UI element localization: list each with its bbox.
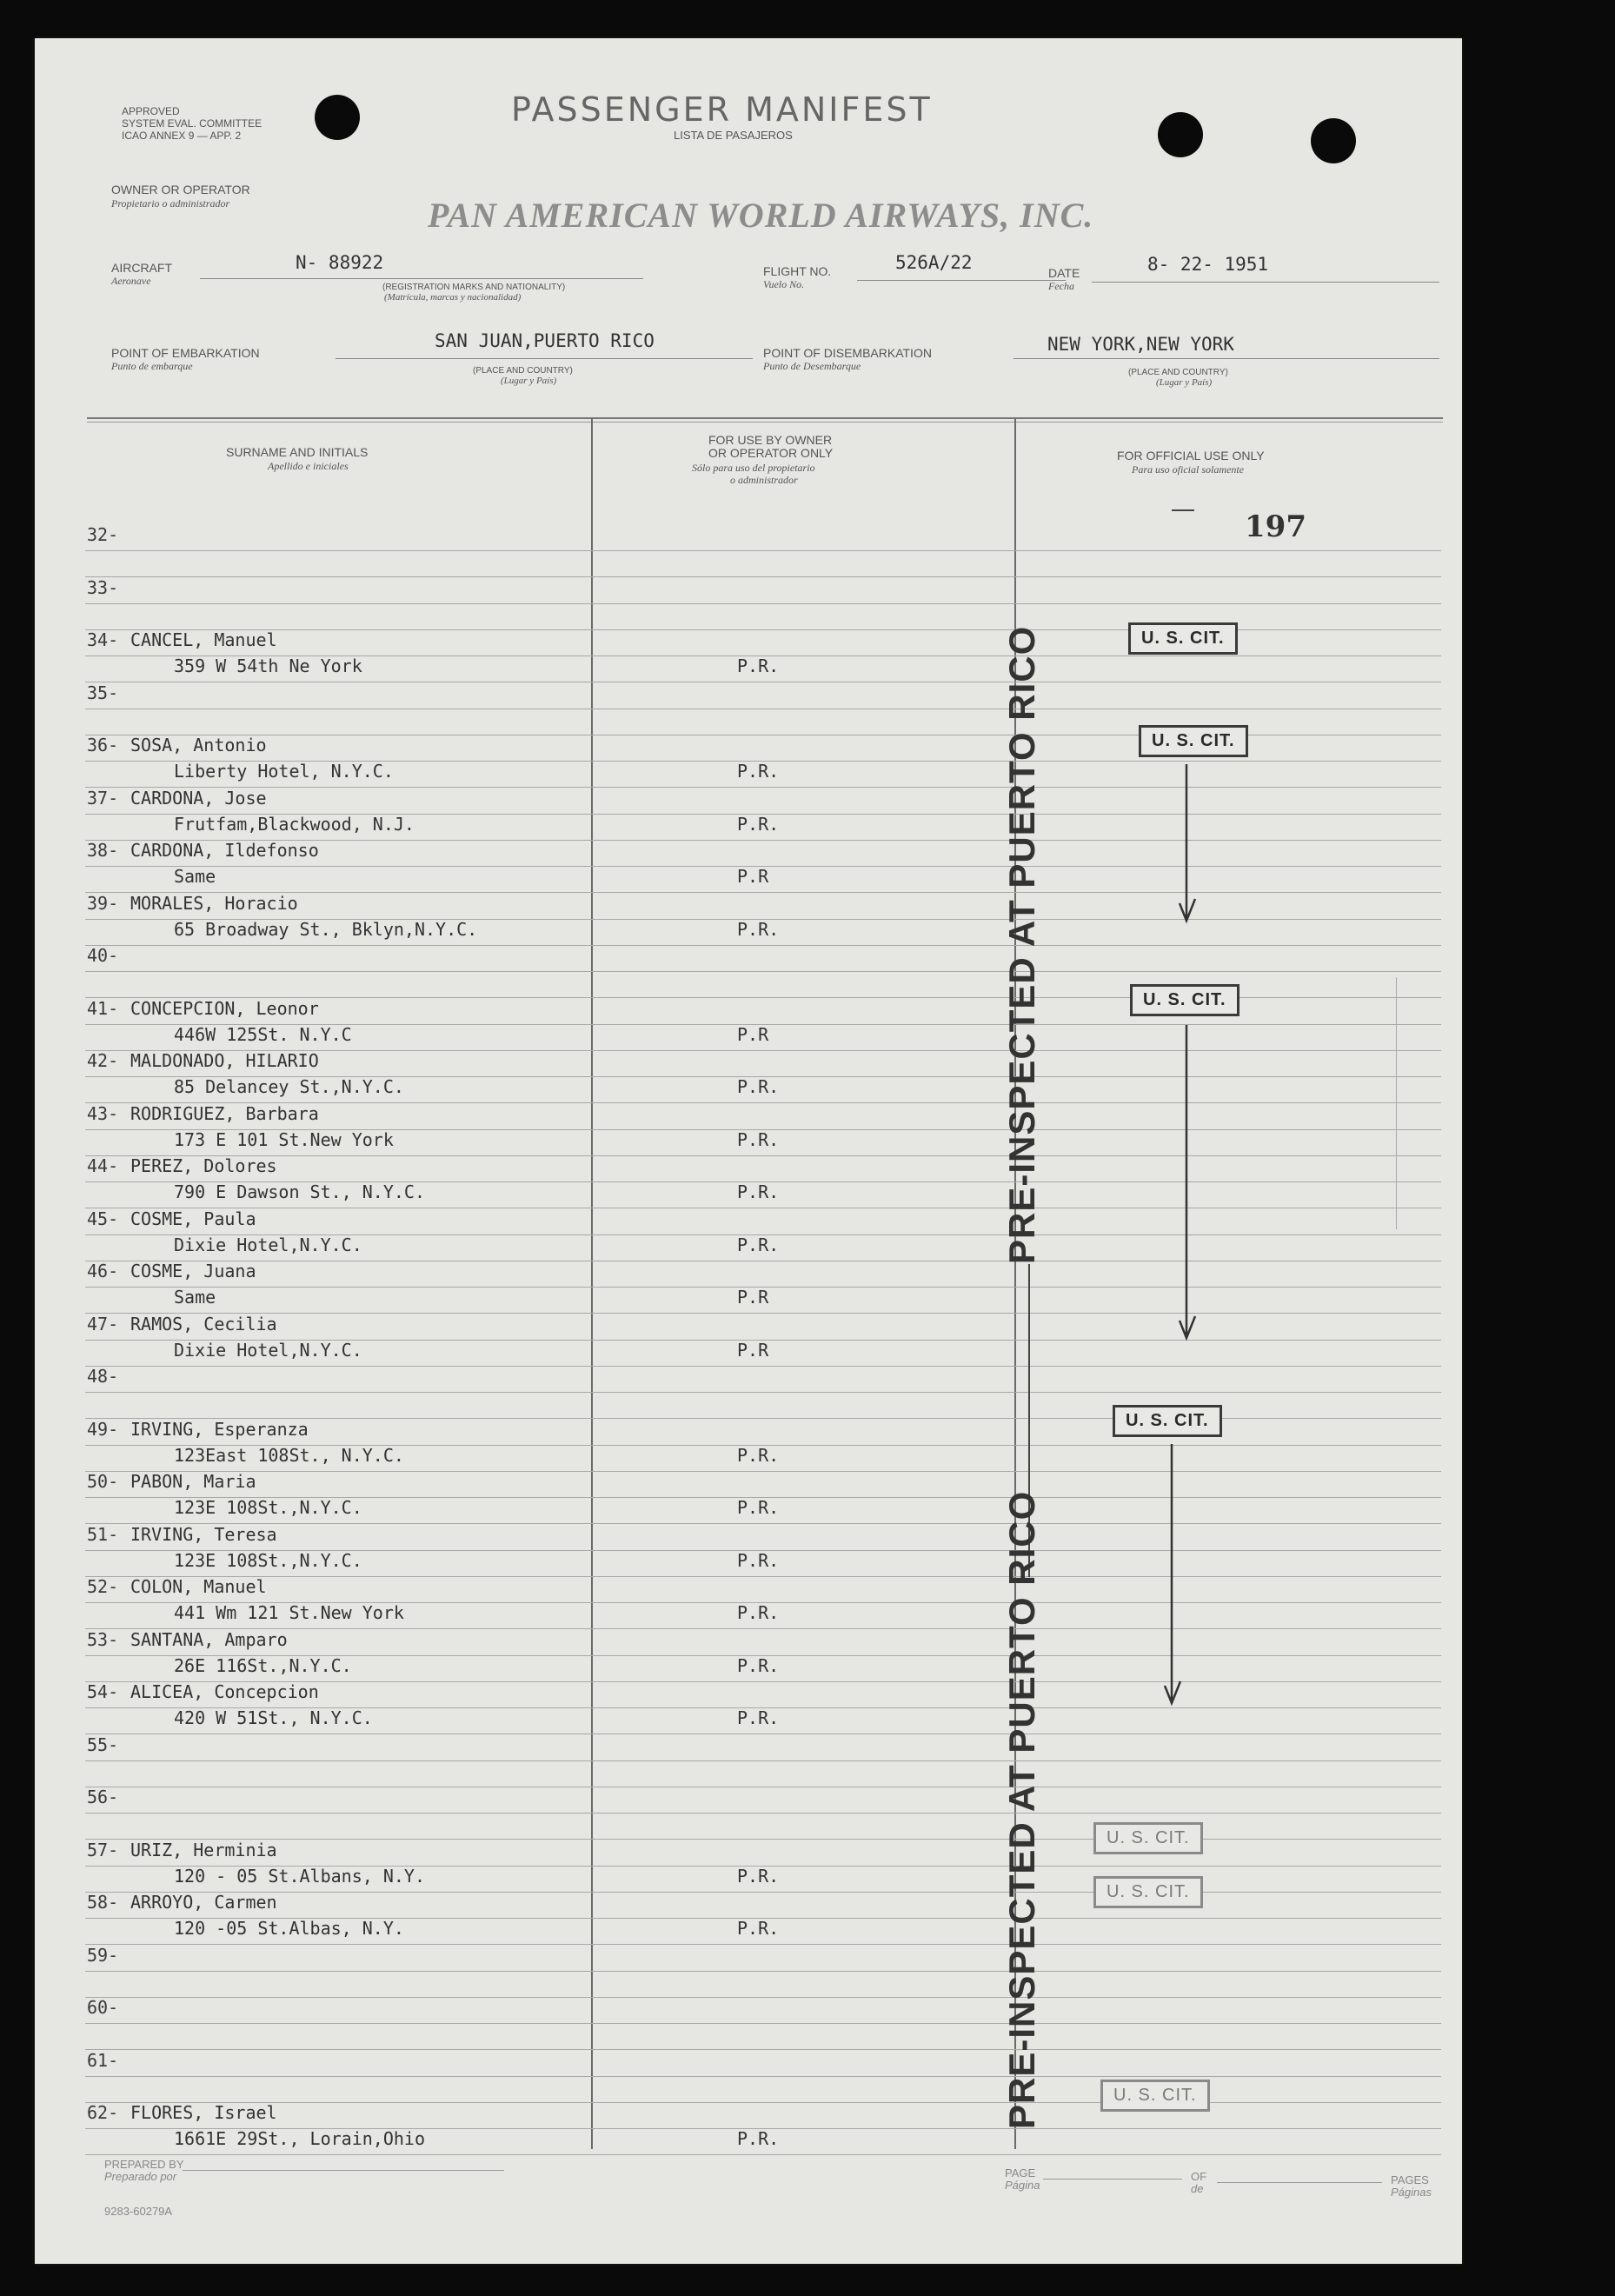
table-row bbox=[35, 577, 1462, 629]
passenger-address: 123East 108St., N.Y.C. bbox=[174, 1444, 404, 1466]
table-row bbox=[35, 1471, 1462, 1523]
owner-use-entry: P.R. bbox=[737, 1076, 780, 1097]
table-row bbox=[35, 2102, 1462, 2154]
column-header-official: FOR OFFICIAL USE ONLY bbox=[1117, 449, 1265, 463]
passenger-name: PEREZ, Dolores bbox=[130, 1155, 277, 1176]
owner-label: OWNER OR OPERATOR bbox=[111, 183, 250, 196]
prepared-by-label: PREPARED BY bbox=[104, 2158, 184, 2171]
row-number: 55- bbox=[87, 1734, 119, 1755]
us-citizen-stamp: U. S. CIT. bbox=[1100, 2080, 1210, 2112]
owner-use-entry: P.R. bbox=[737, 1549, 780, 1571]
punch-hole bbox=[1311, 118, 1356, 163]
column-header-owner-use-1: FOR USE BY OWNER bbox=[708, 433, 833, 447]
owner-label-es: Propietario o administrador bbox=[111, 197, 230, 210]
row-number: 50- bbox=[87, 1471, 119, 1492]
passenger-name: COSME, Paula bbox=[130, 1208, 256, 1229]
table-row bbox=[35, 1787, 1462, 1839]
row-number: 59- bbox=[87, 1944, 119, 1966]
row-number: 36- bbox=[87, 735, 119, 755]
row-number: 42- bbox=[87, 1050, 119, 1071]
us-citizen-stamp: U. S. CIT. bbox=[1113, 1405, 1222, 1437]
owner-use-entry: P.R bbox=[737, 1339, 769, 1361]
owner-use-entry: P.R. bbox=[737, 1444, 780, 1466]
aircraft-label: AIRCRAFT bbox=[111, 261, 172, 275]
passenger-name: IRVING, Esperanza bbox=[130, 1418, 309, 1440]
row-number: 34- bbox=[87, 629, 119, 650]
table-row bbox=[35, 1103, 1462, 1155]
row-number: 52- bbox=[87, 1576, 119, 1597]
table-row bbox=[35, 682, 1462, 735]
passenger-name: COLON, Manuel bbox=[130, 1576, 267, 1597]
flight-label: FLIGHT NO. bbox=[763, 264, 832, 278]
disembark-place-caption: (PLACE AND COUNTRY) bbox=[1128, 368, 1228, 377]
passenger-address: 65 Broadway St., Bklyn,N.Y.C. bbox=[174, 918, 478, 940]
table-row bbox=[35, 735, 1462, 787]
row-number: 32- bbox=[87, 524, 119, 545]
us-citizen-stamp: U. S. CIT. bbox=[1139, 725, 1248, 757]
row-number: 35- bbox=[87, 682, 119, 703]
passenger-address: 446W 125St. N.Y.C bbox=[174, 1023, 352, 1045]
passenger-address: 26E 116St.,N.Y.C. bbox=[174, 1654, 352, 1676]
row-number: 51- bbox=[87, 1523, 119, 1545]
table-row bbox=[35, 1524, 1462, 1576]
column-header-names: SURNAME AND INITIALS bbox=[226, 445, 369, 459]
disembarkation-label: POINT OF DISEMBARKATION bbox=[763, 346, 932, 360]
of-label-es: de bbox=[1191, 2182, 1204, 2195]
table-row bbox=[35, 1261, 1462, 1313]
table-row bbox=[35, 1892, 1462, 1944]
date-label: DATE bbox=[1048, 266, 1080, 280]
form-subtitle: LISTA DE PASAJEROS bbox=[674, 129, 793, 142]
row-number: 56- bbox=[87, 1787, 119, 1807]
passenger-name: ALICEA, Concepcion bbox=[130, 1681, 319, 1702]
row-number: 41- bbox=[87, 997, 119, 1019]
passenger-name: IRVING, Teresa bbox=[130, 1523, 277, 1545]
row-number: 53- bbox=[87, 1628, 119, 1650]
approval-line-1: APPROVED bbox=[122, 105, 180, 117]
table-row bbox=[35, 1314, 1462, 1366]
passenger-name: FLORES, Israel bbox=[130, 2102, 277, 2123]
punch-hole bbox=[1158, 112, 1203, 157]
table-row bbox=[35, 1629, 1462, 1681]
aircraft-value: N- 88922 bbox=[296, 252, 384, 273]
owner-use-entry: P.R. bbox=[737, 1654, 780, 1676]
column-header-owner-use-es-1: Sólo para uso del propietario bbox=[692, 462, 815, 474]
passenger-name: CARDONA, Ildefonso bbox=[130, 840, 319, 861]
table-row bbox=[35, 893, 1462, 945]
table-row bbox=[35, 1681, 1462, 1734]
passenger-name: CARDONA, Jose bbox=[130, 787, 267, 809]
form-title: PASSENGER MANIFEST bbox=[511, 90, 933, 129]
owner-use-entry: P.R bbox=[737, 866, 769, 887]
row-number: 46- bbox=[87, 1261, 119, 1281]
passenger-name: CONCEPCION, Leonor bbox=[130, 997, 319, 1019]
column-header-owner-use-2: OR OPERATOR ONLY bbox=[708, 446, 834, 460]
us-citizen-stamp: U. S. CIT. bbox=[1128, 622, 1238, 655]
us-citizen-stamp: U. S. CIT. bbox=[1093, 1876, 1203, 1908]
passenger-address: Dixie Hotel,N.Y.C. bbox=[174, 1339, 362, 1361]
owner-use-entry: P.R. bbox=[737, 1602, 780, 1623]
embark-place-caption: (PLACE AND COUNTRY) bbox=[473, 366, 573, 376]
row-number: 39- bbox=[87, 892, 119, 914]
table-row bbox=[35, 1734, 1462, 1787]
row-number: 43- bbox=[87, 1102, 119, 1124]
column-header-owner-use-es-2: o administrador bbox=[730, 474, 798, 486]
passenger-name: URIZ, Herminia bbox=[130, 1839, 277, 1860]
passenger-address: Same bbox=[174, 1287, 216, 1308]
table-row bbox=[35, 1155, 1462, 1208]
row-number: 37- bbox=[87, 787, 119, 809]
owner-use-entry: P.R bbox=[737, 1023, 769, 1045]
embarkation-value: SAN JUAN,PUERTO RICO bbox=[435, 330, 655, 351]
row-number: 33- bbox=[87, 576, 119, 598]
pages-label: PAGES bbox=[1391, 2173, 1429, 2186]
form-number: 9283-60279A bbox=[104, 2205, 173, 2218]
passenger-name: SANTANA, Amparo bbox=[130, 1628, 288, 1650]
passenger-address: 441 Wm 121 St.New York bbox=[174, 1602, 404, 1623]
passenger-name: SOSA, Antonio bbox=[130, 735, 267, 755]
row-number: 61- bbox=[87, 2049, 119, 2071]
passenger-address: 123E 108St.,N.Y.C. bbox=[174, 1549, 362, 1571]
table-row bbox=[35, 1419, 1462, 1471]
owner-use-entry: P.R. bbox=[737, 918, 780, 940]
passenger-name: MORALES, Horacio bbox=[130, 892, 298, 914]
owner-use-entry: P.R. bbox=[737, 1707, 780, 1728]
flight-label-es: Vuelo No. bbox=[763, 278, 805, 290]
table-row bbox=[35, 1945, 1462, 1997]
row-number: 45- bbox=[87, 1208, 119, 1229]
row-number: 57- bbox=[87, 1839, 119, 1860]
disembark-place-caption-es: (Lugar y País) bbox=[1156, 377, 1213, 388]
table-row bbox=[35, 629, 1462, 682]
registration-caption: (REGISTRATION MARKS AND NATIONALITY) bbox=[382, 283, 566, 292]
owner-use-entry: P.R. bbox=[737, 761, 780, 782]
punch-hole bbox=[315, 95, 360, 140]
owner-use-entry: P.R. bbox=[737, 1497, 780, 1518]
date-label-es: Fecha bbox=[1048, 280, 1074, 292]
passenger-address: 120 -05 St.Albas, N.Y. bbox=[174, 1918, 404, 1939]
operator-name: PAN AMERICAN WORLD AIRWAYS, INC. bbox=[428, 196, 1094, 235]
passenger-address: 123E 108St.,N.Y.C. bbox=[174, 1497, 362, 1518]
table-row bbox=[35, 1840, 1462, 1892]
owner-use-entry: P.R. bbox=[737, 656, 780, 676]
row-number: 40- bbox=[87, 945, 119, 966]
manifest-sheet bbox=[35, 38, 1462, 2264]
us-citizen-stamp: U. S. CIT. bbox=[1093, 1822, 1203, 1854]
column-header-names-es: Apellido e iniciales bbox=[268, 460, 349, 472]
table-row bbox=[35, 1576, 1462, 1628]
passenger-name: RAMOS, Cecilia bbox=[130, 1313, 277, 1334]
approval-line-3: ICAO ANNEX 9 — APP. 2 bbox=[122, 130, 242, 142]
owner-use-entry: P.R. bbox=[737, 1128, 780, 1150]
passenger-name: ARROYO, Carmen bbox=[130, 1892, 277, 1913]
owner-use-entry: P.R bbox=[737, 1287, 769, 1308]
embarkation-label-es: Punto de embarque bbox=[111, 360, 193, 372]
column-header-official-es: Para uso oficial solamente bbox=[1132, 463, 1244, 476]
preinspected-stamp-lower: PRE-INSPECTED AT PUERTO RICO bbox=[1001, 1490, 1042, 2129]
page-label: PAGE bbox=[1005, 2166, 1036, 2180]
table-row bbox=[35, 1997, 1462, 2049]
row-number: 58- bbox=[87, 1892, 119, 1913]
pages-label-es: Páginas bbox=[1391, 2186, 1432, 2199]
table-row bbox=[35, 945, 1462, 997]
passenger-address: 1661E 29St., Lorain,Ohio bbox=[174, 2128, 425, 2149]
registration-caption-es: (Matrícula, marcas y nacionalidad) bbox=[384, 292, 522, 303]
owner-use-entry: P.R. bbox=[737, 2128, 780, 2149]
preinspected-stamp-upper: PRE-INSPECTED AT PUERTO RICO bbox=[1001, 625, 1042, 1264]
aircraft-label-es: Aeronave bbox=[111, 275, 151, 287]
row-number: 48- bbox=[87, 1366, 119, 1387]
table-row bbox=[35, 1208, 1462, 1261]
passenger-address: Frutfam,Blackwood, N.J. bbox=[174, 813, 415, 835]
of-label: OF bbox=[1191, 2170, 1207, 2183]
owner-use-entry: P.R. bbox=[737, 813, 780, 835]
passenger-address: 173 E 101 St.New York bbox=[174, 1128, 394, 1150]
date-value: 8- 22- 1951 bbox=[1147, 254, 1269, 275]
table-row bbox=[35, 788, 1462, 840]
table-row bbox=[35, 2050, 1462, 2102]
owner-use-entry: P.R. bbox=[737, 1865, 780, 1887]
row-number: 44- bbox=[87, 1155, 119, 1176]
passenger-address: 120 - 05 St.Albans, N.Y. bbox=[174, 1865, 425, 1887]
passenger-name: CANCEL, Manuel bbox=[130, 629, 277, 650]
embarkation-label: POINT OF EMBARKATION bbox=[111, 346, 260, 360]
owner-use-entry: P.R. bbox=[737, 1181, 780, 1202]
passenger-address: 359 W 54th Ne York bbox=[174, 656, 362, 676]
passenger-address: Dixie Hotel,N.Y.C. bbox=[174, 1234, 362, 1255]
table-row bbox=[35, 524, 1462, 576]
embark-place-caption-es: (Lugar y País) bbox=[501, 376, 557, 386]
disembarkation-label-es: Punto de Desembarque bbox=[763, 360, 861, 372]
page-label-es: Página bbox=[1005, 2179, 1040, 2192]
owner-use-entry: P.R. bbox=[737, 1234, 780, 1255]
passenger-name: PABON, Maria bbox=[130, 1471, 256, 1492]
row-number: 49- bbox=[87, 1418, 119, 1440]
passenger-address: 85 Delancey St.,N.Y.C. bbox=[174, 1076, 404, 1097]
table-row bbox=[35, 840, 1462, 892]
table-row bbox=[35, 1366, 1462, 1418]
passenger-address: Same bbox=[174, 866, 216, 887]
row-number: 47- bbox=[87, 1313, 119, 1334]
table-row bbox=[35, 998, 1462, 1050]
us-citizen-stamp: U. S. CIT. bbox=[1130, 984, 1239, 1016]
disembarkation-value: NEW YORK,NEW YORK bbox=[1047, 334, 1234, 355]
flight-value: 526A/22 bbox=[895, 252, 973, 273]
passenger-address: 790 E Dawson St., N.Y.C. bbox=[174, 1181, 425, 1202]
row-number: 62- bbox=[87, 2102, 119, 2123]
row-number: 60- bbox=[87, 1997, 119, 2018]
passenger-address: Liberty Hotel, N.Y.C. bbox=[174, 761, 394, 782]
passenger-name: COSME, Juana bbox=[130, 1261, 256, 1281]
passenger-address: 420 W 51St., N.Y.C. bbox=[174, 1707, 373, 1728]
passenger-name: RODRIGUEZ, Barbara bbox=[130, 1102, 319, 1124]
approval-line-2: SYSTEM EVAL. COMMITTEE bbox=[122, 117, 263, 130]
prepared-by-label-es: Preparado por bbox=[104, 2170, 177, 2183]
page-number-stamp: 197 bbox=[1245, 509, 1306, 544]
row-number: 54- bbox=[87, 1681, 119, 1702]
passenger-name: MALDONADO, HILARIO bbox=[130, 1050, 319, 1071]
row-number: 38- bbox=[87, 840, 119, 861]
table-row bbox=[35, 1050, 1462, 1102]
owner-use-entry: P.R. bbox=[737, 1918, 780, 1939]
